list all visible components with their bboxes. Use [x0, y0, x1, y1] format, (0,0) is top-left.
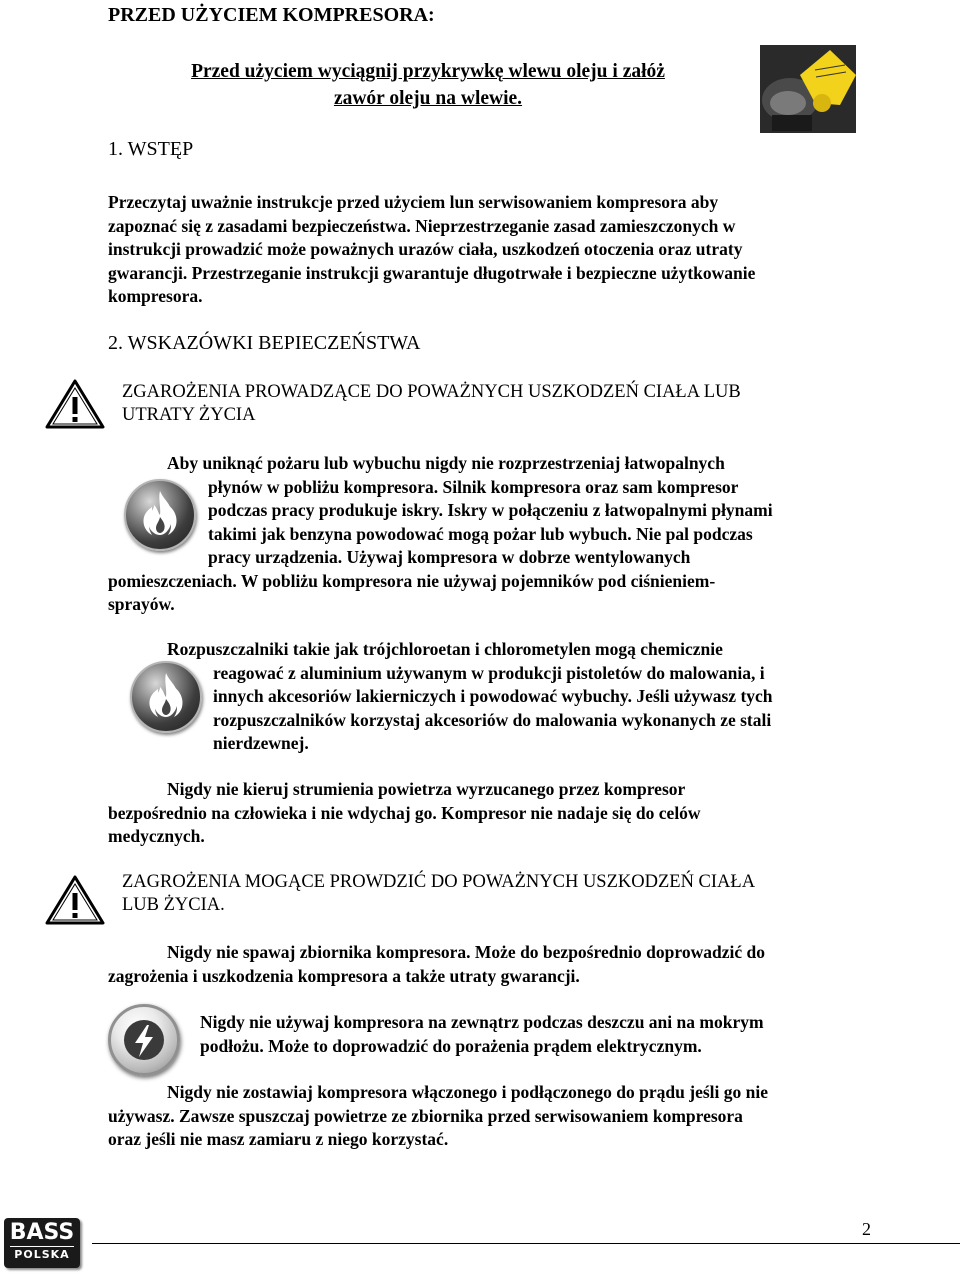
intro-line: kompresora. — [108, 286, 203, 306]
fire-line: rozpuszczalników korzystaj akcesoriów do malowania wykonanych ze stali — [213, 709, 772, 730]
fire-line: pomieszczeniach. W pobliżu kompresora nie używaj pojemników pod ciśnieniem- — [108, 570, 716, 591]
air-line: bezpośrednio na człowieka i nie wdychaj go. Kompresor nie nadaje się do celów — [108, 802, 701, 823]
oil-note-line: Przed użyciem wyciągnij przykrywkę wlewu oleju i załóż — [191, 61, 665, 82]
fire-line: nierdzewnej. — [213, 733, 309, 753]
oil-valve-photo — [760, 45, 856, 133]
page-number: 2 — [862, 1219, 871, 1239]
fire-line: innych akcesoriów lakierniczych i powodować wybuchy. Jeśli używasz tych — [213, 686, 773, 706]
unattended-line: oraz jeśli nie masz zamiaru z niego korzystać. — [108, 1129, 449, 1149]
fire-paragraph-1 — [108, 452, 898, 617]
weld-line: zagrożenia i uszkodzenia kompresora a także utraty gwarancji. — [108, 965, 580, 986]
fire-paragraph-2 — [108, 638, 898, 756]
intro-line: zapoznać się z zasadami bezpieczeństwa. Nieprzestrzeganie zasad zamieszczonych w — [108, 215, 736, 236]
logo-text-bottom: POLSKA — [10, 1246, 74, 1263]
page-title: PRZED UŻYCIEM KOMPRESORA: — [108, 4, 435, 26]
fire-line: podczas pracy produkuje iskry. Iskry w połączeniu z łatwopalnymi płynami — [208, 500, 773, 520]
intro-paragraph — [108, 191, 888, 309]
intro-line: gwarancji. Przestrzeganie instrukcji gwarantuje długotrwałe i bezpieczne użytkowanie — [108, 262, 756, 283]
intro-line: Przeczytaj uważnie instrukcje przed użyciem lun serwisowaniem kompresora aby — [108, 192, 719, 212]
rain-paragraph — [200, 1011, 900, 1058]
fire-line: reagować z aluminium używanym w produkcji pistoletów do malowania, i — [213, 662, 765, 683]
bass-polska-logo — [4, 1218, 80, 1268]
fire-line: takimi jak benzyna powodować mogą pożar lub wybuch. Nie pal podczas — [208, 523, 753, 544]
oil-note-line: zawór oleju na wlewie. — [333, 88, 523, 109]
oil-note — [108, 58, 748, 112]
weld-paragraph — [108, 941, 898, 988]
air-paragraph — [108, 778, 898, 849]
warning-triangle-icon — [44, 874, 106, 926]
section-heading-intro: 1. WSTĘP — [108, 138, 194, 160]
intro-line: instrukcji prowadzić może poważnych urazów ciała, uszkodzeń otoczenia oraz utraty — [108, 239, 743, 259]
fire-line: płynów w pobliżu kompresora. Silnik kompresora oraz sam kompresor — [208, 476, 739, 497]
unattended-line: używasz. Zawsze spuszczaj powietrze ze zbiornika przed serwisowaniem kompresora — [108, 1105, 743, 1126]
fire-line: sprayów. — [108, 594, 175, 614]
logo-text-top: BASS — [9, 1220, 75, 1245]
warning-line: ZAGROŻENIA MOGĄCE PROWDZIĆ DO POWAŻNYCH USZKODZEŃ CIAŁA — [122, 872, 756, 892]
warning-triangle-icon — [44, 378, 106, 430]
air-line: Nigdy nie kieruj strumienia powietrza wyrzucanego przez kompresor — [167, 779, 686, 799]
warning-line: LUB ŻYCIA. — [122, 895, 225, 915]
section-heading-safety: 2. WSKAZÓWKI BEPIECZEŃSTWA — [108, 332, 421, 354]
rain-line: podłożu. Może to doprowadzić do porażenia prądem elektrycznym. — [200, 1035, 702, 1056]
electric-shock-icon — [108, 1004, 180, 1076]
warning-heading-1 — [122, 381, 902, 427]
weld-line: Nigdy nie spawaj zbiornika kompresora. Może do bezpośrednio doprowadzić do — [167, 942, 765, 962]
air-line: medycznych. — [108, 826, 205, 846]
rain-line: Nigdy nie używaj kompresora na zewnątrz podczas deszczu ani na mokrym — [200, 1012, 764, 1032]
fire-line: Rozpuszczalniki takie jak trójchloroetan i chlorometylen mogą chemicznie — [167, 639, 723, 659]
unattended-line: Nigdy nie zostawiaj kompresora włączonego i podłączonego do prądu jeśli go nie — [167, 1082, 768, 1102]
warning-line: UTRATY ŻYCIA — [122, 405, 256, 425]
fire-line: pracy urządzenia. Używaj kompresora w dobrze wentylowanych — [208, 547, 691, 567]
footer-divider — [92, 1243, 960, 1244]
fire-line: Aby uniknąć pożaru lub wybuchu nigdy nie rozprzestrzeniaj łatwopalnych — [167, 453, 725, 473]
warning-line: ZGAROŻENIA PROWADZĄCE DO POWAŻNYCH USZKODZEŃ CIAŁA LUB — [122, 382, 741, 402]
warning-heading-2 — [122, 871, 902, 917]
unattended-paragraph — [108, 1081, 898, 1152]
